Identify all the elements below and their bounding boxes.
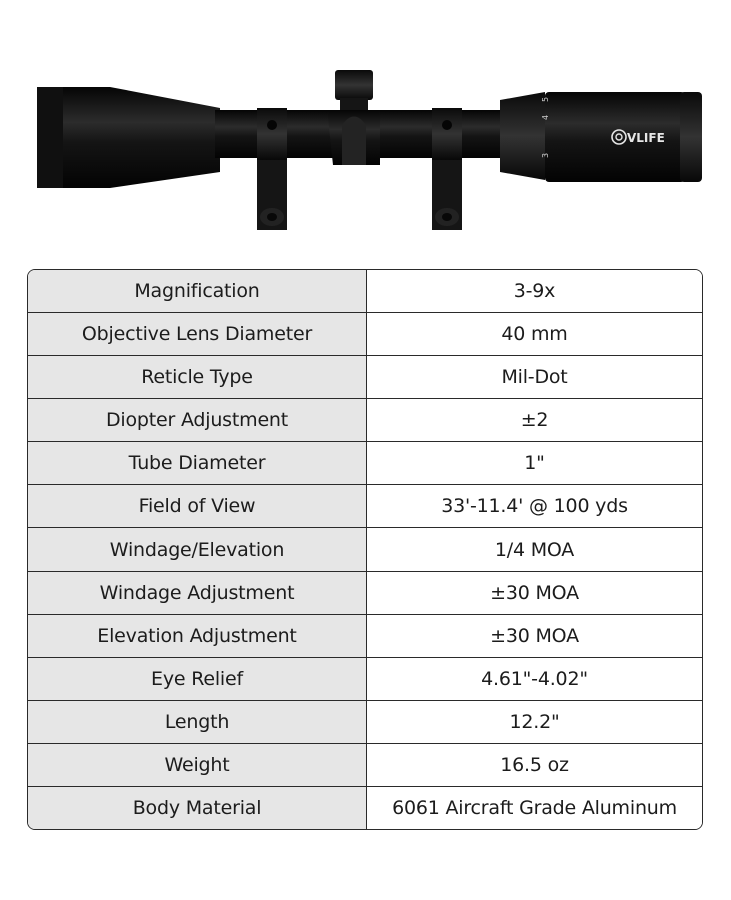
spec-row-eye-relief: [28, 657, 702, 700]
spec-value: 16.5 oz: [367, 744, 702, 786]
spec-label: Body Material: [28, 787, 367, 829]
spec-label: Reticle Type: [28, 356, 367, 398]
spec-label: Weight: [28, 744, 367, 786]
spec-row-elevation-adjustment: [28, 614, 702, 657]
spec-value: 12.2": [367, 701, 702, 743]
spec-row-field-of-view: [28, 484, 702, 527]
spec-label: Field of View: [28, 485, 367, 527]
spec-value: 40 mm: [367, 313, 702, 355]
spec-value: Mil-Dot: [367, 356, 702, 398]
spec-row-windage-elevation: [28, 527, 702, 570]
spec-value: 1": [367, 442, 702, 484]
spec-row-length: [28, 700, 702, 743]
svg-text:4: 4: [541, 114, 550, 120]
spec-value: 1/4 MOA: [367, 528, 702, 570]
spec-value: ±30 MOA: [367, 572, 702, 614]
scope-ring-front: [257, 108, 287, 230]
spec-row-diopter: [28, 398, 702, 441]
spec-value: ±2: [367, 399, 702, 441]
spec-label: Diopter Adjustment: [28, 399, 367, 441]
spec-row-tube-diameter: [28, 441, 702, 484]
spec-value: 3-9x: [367, 270, 702, 312]
spec-value: 33'-11.4' @ 100 yds: [367, 485, 702, 527]
rifle-scope-image: [0, 50, 731, 250]
spec-label: Eye Relief: [28, 658, 367, 700]
spec-label: Objective Lens Diameter: [28, 313, 367, 355]
spec-label: Tube Diameter: [28, 442, 367, 484]
objective-bell: [37, 87, 220, 188]
svg-text:3: 3: [541, 152, 550, 158]
spec-label: Elevation Adjustment: [28, 615, 367, 657]
spec-row-windage-adjustment: [28, 571, 702, 614]
spec-row-weight: [28, 743, 702, 786]
spec-row-reticle: [28, 355, 702, 398]
spec-row-objective-lens: [28, 312, 702, 355]
spec-label: Windage Adjustment: [28, 572, 367, 614]
spec-label: Length: [28, 701, 367, 743]
eyepiece: [500, 92, 702, 182]
spec-row-magnification: [28, 270, 702, 312]
spec-value: 6061 Aircraft Grade Aluminum: [367, 787, 702, 829]
spec-label: Magnification: [28, 270, 367, 312]
turret: [328, 70, 380, 165]
spec-row-body-material: [28, 786, 702, 829]
spec-value: ±30 MOA: [367, 615, 702, 657]
spec-table: [27, 269, 703, 830]
svg-text:5: 5: [541, 96, 550, 102]
spec-label: Windage/Elevation: [28, 528, 367, 570]
svg-text:VLIFE: VLIFE: [627, 131, 665, 145]
scope-ring-rear: [432, 108, 462, 230]
spec-value: 4.61"-4.02": [367, 658, 702, 700]
